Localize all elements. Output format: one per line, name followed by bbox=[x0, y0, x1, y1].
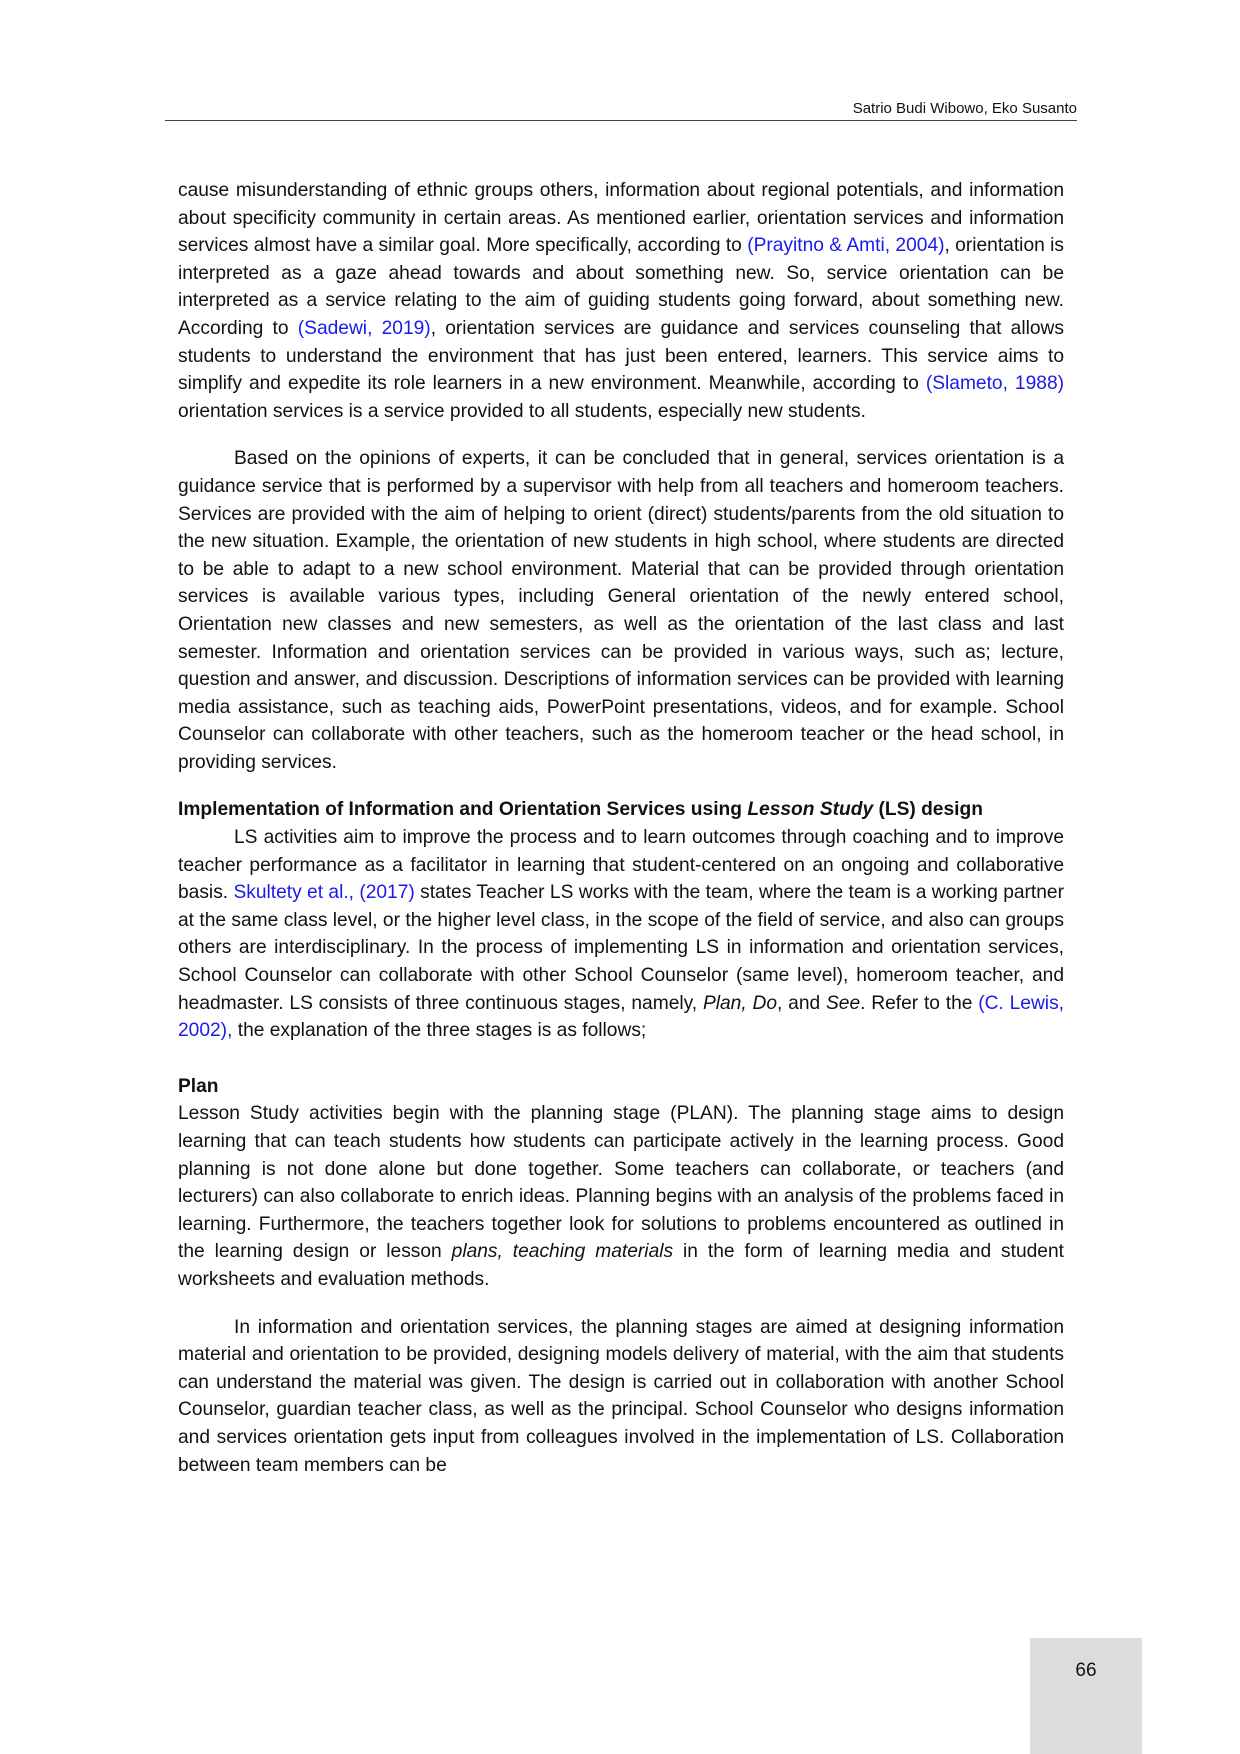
paragraph-4 bbox=[178, 1100, 1064, 1293]
citation-link[interactable]: (C. Lewis, 2002), bbox=[178, 992, 1064, 1042]
page-number-box bbox=[1030, 1638, 1142, 1754]
paragraph-1 bbox=[178, 177, 1064, 425]
text: cause misunderstanding of ethnic groups others, information about regional potentials, and information about specificity community in certain areas. As mentioned earlier, orientation services and information services almost have a similar goal. More specifically, according to bbox=[178, 180, 1064, 257]
citation-link[interactable]: (Prayitno & Amti, 2004) bbox=[747, 235, 945, 257]
page-number: 66 bbox=[1075, 1660, 1097, 1681]
text: plans, teaching materials bbox=[451, 1241, 674, 1263]
text: , orientation is interpreted as a gaze ahead towards and about something new. So, service orientation can be interpreted as a service relating to the aim of guiding students going forward, about something new. According to bbox=[178, 235, 1064, 339]
page-body bbox=[178, 177, 1064, 1479]
text: Lesson Study bbox=[747, 799, 874, 821]
text: See bbox=[825, 992, 861, 1014]
header-authors: Satrio Budi Wibowo, Eko Susanto bbox=[852, 100, 1077, 117]
text: in the form of learning media and student worksheets and evaluation methods. bbox=[178, 1241, 1064, 1290]
text: Lesson Study activities begin with the planning stage (PLAN). The planning stage aims to design learning that can teach students how students can participate actively in the learning process. Good planning is not done alone but done together. Some teachers can collaborate, or teachers (and lecturers) can also collaborate to enrich ideas. Planning begins with an analysis of the problems faced in learning. Furthermore, the teachers together look for solutions to problems encountered as outlined in the learning design or lesson bbox=[178, 1103, 1064, 1263]
section-heading bbox=[178, 796, 1064, 824]
text: orientation services is a service provided to all students, especially new students. bbox=[178, 400, 866, 422]
text: , orientation services are guidance and services counseling that allows students to understand the environment that has just been entered, learners. This service aims to simplify and expedite its role learners in a new environment. Meanwhile, according to bbox=[178, 317, 1064, 395]
text: Plan, Do bbox=[702, 992, 778, 1014]
citation-link[interactable]: Skultety et al., (2017) bbox=[233, 882, 415, 904]
citation-link[interactable]: (Sadewi, 2019) bbox=[297, 317, 431, 339]
text: states Teacher LS works with the team, where the team is a working partner at the same class level, or the higher level class, in the scope of the field of service, and also can groups others are interdisciplinary. In the process of implementing LS in information and orientation services, School Counselor can collaborate with other School Counselor (same level), homeroom teacher, and headmaster. LS consists of three continuous stages, namely, bbox=[178, 882, 1064, 1014]
running-header bbox=[165, 100, 1077, 121]
text: (LS) design bbox=[873, 799, 983, 821]
paragraph-3 bbox=[178, 824, 1064, 1045]
citation-link[interactable]: (Slameto, 1988) bbox=[925, 373, 1064, 395]
text: Implementation of Information and Orientation Services using bbox=[178, 799, 748, 821]
text: the explanation of the three stages is as follows; bbox=[232, 1020, 647, 1042]
text: LS activities aim to improve the process and to learn outcomes through coaching and to improve teacher performance as a facilitator in learning that student-centered on an ongoing and collaborative basis. bbox=[178, 827, 1064, 904]
text: . Refer to the bbox=[860, 992, 979, 1014]
paragraph-5: In information and orientation services, the planning stages are aimed at designing information material and orientation to be provided, designing models delivery of material, with the aim that students can understand the material was given. The design is carried out in collaboration with another School Counselor, guardian teacher class, as well as the principal. School Counselor who designs information and services orientation gets input from colleagues involved in the implementation of LS. Collaboration between team members can be bbox=[178, 1316, 1064, 1476]
text: , and bbox=[777, 992, 826, 1014]
paragraph-2: Based on the opinions of experts, it can be concluded that in general, services orientation is a guidance service that is performed by a supervisor with help from all teachers and homeroom teachers. Services are provided with the aim of helping to orient (direct) students/parents from the old situation to the new situation. Example, the orientation of new students in high school, where students are directed to be able to adapt to a new school environment. Material that can be provided through orientation services is available various types, including General orientation of the newly entered school, Orientation new classes and new semesters, as well as the orientation of the last class and last semester. Information and orientation services can be provided in various ways, such as; lecture, question and answer, and discussion. Descriptions of information services can be provided with learning media assistance, such as teaching aids, PowerPoint presentations, videos, and for example. School Counselor can collaborate with other teachers, such as the homeroom teacher or the head school, in providing services. bbox=[178, 448, 1064, 773]
plan-heading: Plan bbox=[178, 1075, 219, 1097]
